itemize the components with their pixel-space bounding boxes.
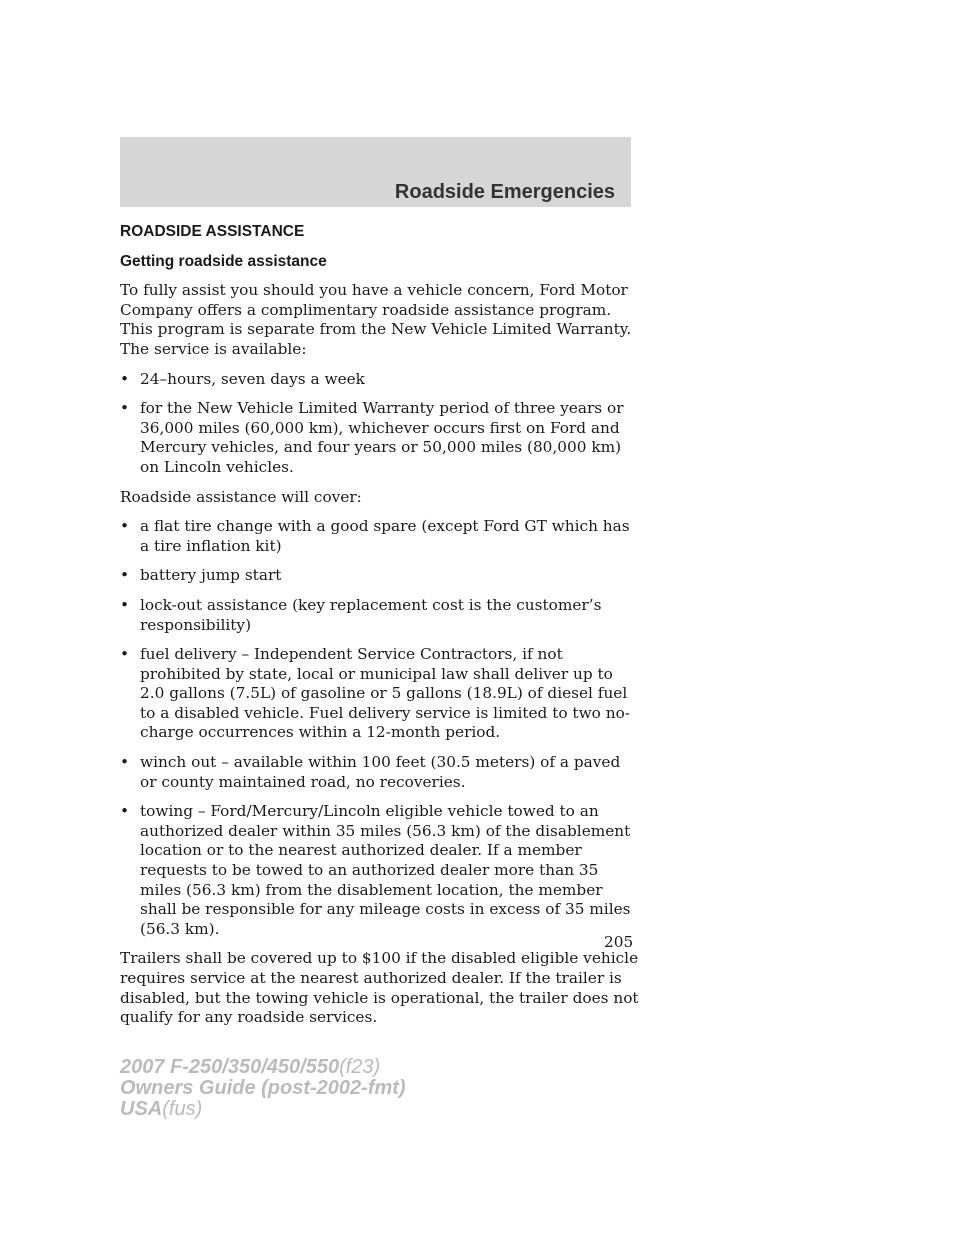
list-item-text: towing – Ford/Mercury/Lincoln eligible vehicle towed to an authorized dealer within 35 miles (56.3 km) of the disablement location or to the nearest authorized dealer. If a member requests to be towed to an authorized dealer more than 35 miles (56.3 km) from the disablement location, the member shall be responsible for any mileage costs in excess of 35 miles (56.3 km). — [140, 802, 631, 938]
bullet-icon: • — [120, 517, 130, 536]
page-content — [120, 222, 640, 1038]
list-item — [120, 596, 640, 635]
footer-region-code: (fus) — [162, 1098, 203, 1120]
list-item — [120, 802, 640, 939]
list-item-text: 24–hours, seven days a week — [140, 369, 365, 388]
list-item — [120, 566, 640, 586]
coverage-list — [120, 517, 640, 939]
footer-model-line — [120, 1057, 406, 1078]
bullet-icon: • — [120, 566, 130, 585]
list-item-text: battery jump start — [140, 566, 282, 585]
list-item — [120, 399, 640, 477]
bullet-icon: • — [120, 369, 130, 388]
list-item-text: a flat tire change with a good spare (except Ford GT which has a tire inflation kit) — [140, 517, 630, 555]
footer-region-line — [120, 1099, 406, 1120]
list-item — [120, 370, 640, 390]
document-footer — [120, 1057, 406, 1120]
section-title: ROADSIDE ASSISTANCE — [120, 223, 305, 240]
subsection-title: Getting roadside assistance — [120, 252, 327, 270]
list-item — [120, 645, 640, 743]
list-item-text: lock-out assistance (key replacement cost is the customer’s responsibility) — [140, 595, 602, 634]
chapter-header — [120, 137, 631, 207]
bullet-icon: • — [120, 399, 130, 418]
list-item-text: for the New Vehicle Limited Warranty period of three years or 36,000 miles (60,000 km), whichever occurs first on Ford and Mercury vehicles, and four years or 50,000 miles (80,000 km) on Lincoln vehicles. — [140, 399, 624, 476]
list-item-text: winch out – available within 100 feet (30.5 meters) of a paved or county maintained road, no recoveries. — [140, 753, 621, 791]
list-item-text: fuel delivery – Independent Service Contractors, if not prohibited by state, local or municipal law shall deliver up to 2.0 gallons (7.5L) of gasoline or 5 gallons (18.9L) of diesel fuel to a disabled vehicle. Fuel delivery service is limited to two no-charge occurrences within a 12-month period. — [140, 645, 630, 742]
bullet-icon: • — [120, 802, 130, 821]
bullet-icon: • — [120, 753, 130, 772]
list-item — [120, 517, 640, 556]
footer-model: 2007 F-250/350/450/550 — [120, 1056, 340, 1078]
coverage-intro: Roadside assistance will cover: — [120, 487, 362, 506]
chapter-title: Roadside Emergencies — [394, 181, 615, 203]
footer-region: USA — [120, 1098, 163, 1120]
footer-guide: Owners Guide (post-2002-fmt) — [120, 1077, 406, 1099]
bullet-icon: • — [120, 645, 130, 664]
availability-list — [120, 370, 640, 478]
page-number: 205 — [604, 933, 634, 951]
trailers-paragraph: Trailers shall be covered up to $100 if the disabled eligible vehicle requires service at the nearest authorized dealer. If the trailer is disabled, but the towing vehicle is operational, the trailer does not qualify for any roadside services. — [120, 949, 639, 1027]
bullet-icon: • — [120, 595, 130, 614]
list-item — [120, 753, 640, 792]
intro-paragraph: To fully assist you should you have a vehicle concern, Ford Motor Company offers a complimentary roadside assistance program. This program is separate from the New Vehicle Limited Warranty. The service is available: — [120, 281, 632, 358]
footer-model-code: (f23) — [339, 1056, 381, 1078]
